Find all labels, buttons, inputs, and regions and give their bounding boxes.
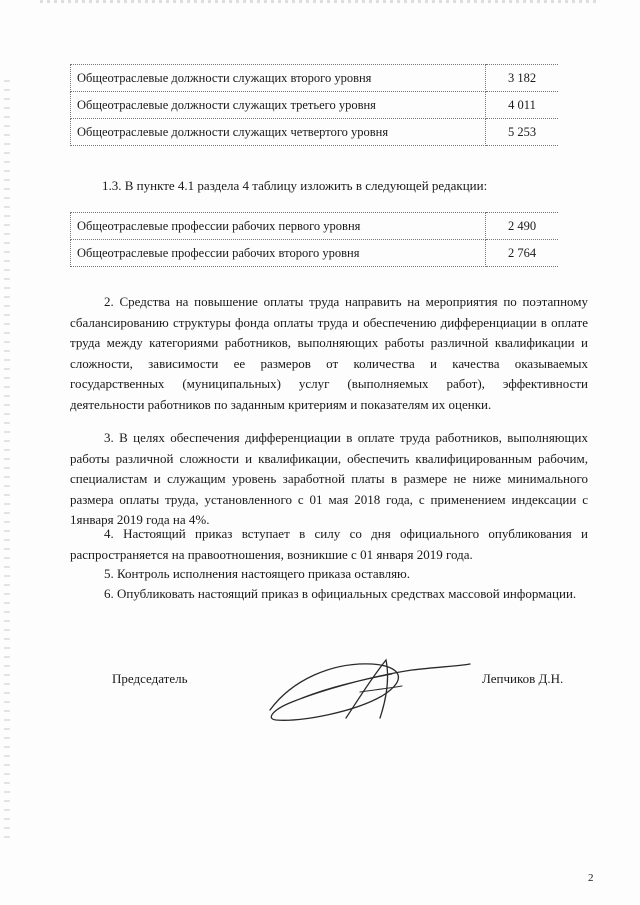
signatory-name: Лепчиков Д.Н. [482,671,564,686]
paragraph-2: 2. Средства на повышение оплаты труда направить на мероприятия по поэтапному сбалансированию структуры фонда оплаты труда и обеспечению дифференциации в оплате труда между категориями работников, выполняющих работы различной квалификации и сложности, зависимости ее размеров от количества и качества оказываемых государственных (муниципальных) услуг (выполняемых работ), эффективности деятельности работников по заданным критериям и показателям их оценки. [70,294,588,412]
table-cell-value: 3 182 [486,65,559,92]
signatory-title: Председатель [112,671,188,686]
table-row [71,65,559,92]
scan-left-edge [4,80,10,840]
table-cell-name: Общеотраслевые должности служащих третьего уровня [71,92,486,119]
table-cell-value: 2 764 [486,240,559,267]
paragraph-4: 4. Настоящий приказ вступает в силу со дня официального опубликования и распространяется на правоотношения, возникшие с 01 января 2019 года. [70,526,588,562]
positions-salary-table [70,64,558,146]
table-row [71,92,559,119]
paragraph-3: 3. В целях обеспечения дифференциации в оплате труда работников, выполняющих работы различной сложности и квалификации, обеспечить квалифицированным рабочим, специалистам и служащим уровень заработной платы в размере не ниже минимального размера оплаты труда, установленного с 01 мая 2018 года, с применением индексации с 1января 2019 года на 4%. [70,430,588,528]
paragraph-5: 5. Контроль исполнения настоящего приказа оставляю. [104,566,411,581]
table-row [71,119,559,146]
table-cell-name: Общеотраслевые должности служащих второго уровня [71,65,486,92]
table-row [71,213,559,240]
item-1-3-text: 1.3. В пункте 4.1 раздела 4 таблицу изложить в следующей редакции: [102,178,488,193]
table-cell-name: Общеотраслевые должности служащих четвертого уровня [71,119,486,146]
paragraph-6: 6. Опубликовать настоящий приказ в официальных средствах массовой информации. [104,586,577,601]
table-cell-name: Общеотраслевые профессии рабочих первого уровня [71,213,486,240]
handwritten-signature [262,640,472,728]
scan-top-edge [40,0,600,3]
table-row [71,240,559,267]
table-cell-value: 4 011 [486,92,559,119]
table-cell-value: 5 253 [486,119,559,146]
workers-salary-table [70,212,558,267]
table-cell-name: Общеотраслевые профессии рабочих второго уровня [71,240,486,267]
page-number: 2 [588,872,594,884]
table-cell-value: 2 490 [486,213,559,240]
